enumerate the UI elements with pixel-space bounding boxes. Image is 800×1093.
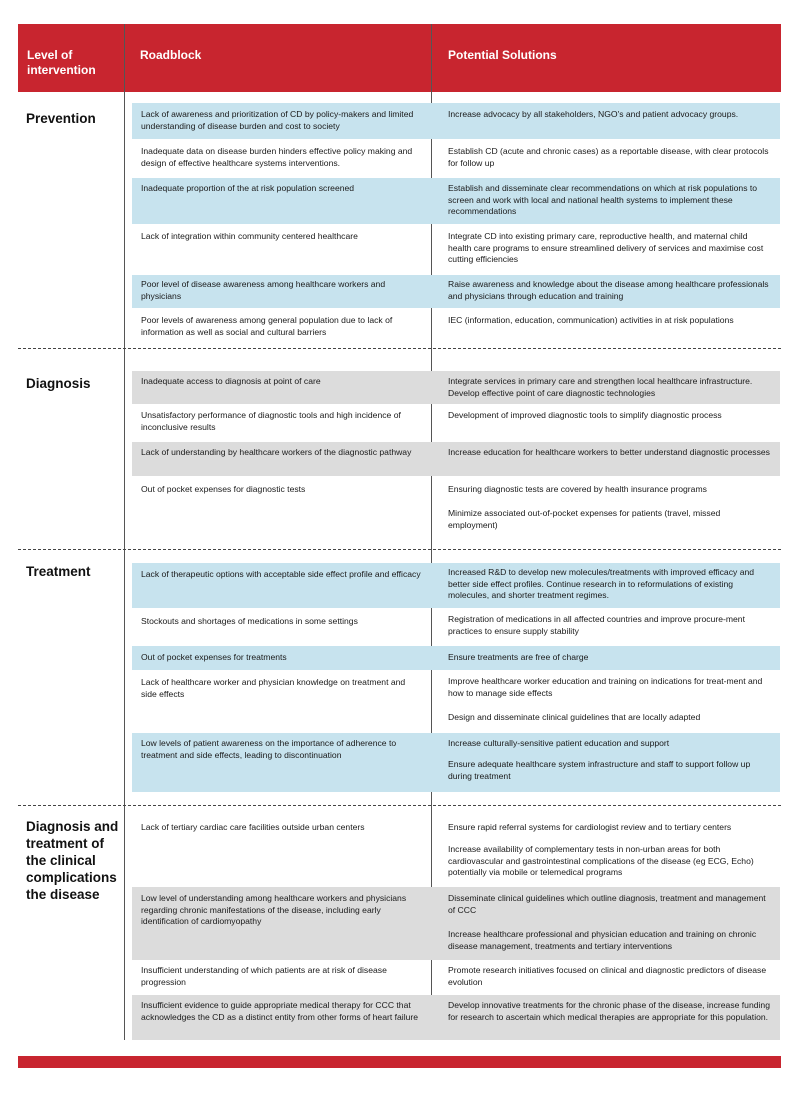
- table-row: [132, 670, 780, 733]
- table-row: [132, 308, 780, 344]
- solution-cell: Design and disseminate clinical guidelines that are locally adapted: [448, 712, 701, 722]
- solution-cell: Minimize associated out-of-pocket expenses for patients (travel, missed employment): [448, 508, 721, 530]
- table-row: [132, 476, 780, 538]
- solution-cell: Integrate services in primary care and strengthen local healthcare infrastructure. Develop effective point of care diagnostic technologies: [448, 376, 753, 398]
- section-title-prevention: Prevention: [26, 111, 96, 126]
- roadblock-cell: Lack of understanding by healthcare workers of the diagnostic pathway: [141, 447, 412, 457]
- roadblock-cell: Inadequate access to diagnosis at point of care: [141, 376, 321, 386]
- table-row: [132, 563, 780, 608]
- section-separator: [18, 348, 781, 349]
- header-roadblock: Roadblock: [140, 48, 202, 62]
- solution-cell: Establish CD (acute and chronic cases) as a reportable disease, with clear protocols for follow up: [448, 146, 769, 168]
- header-solutions: Potential Solutions: [448, 48, 557, 62]
- solution-cell: Ensure rapid referral systems for cardiologist review and to tertiary centers: [448, 822, 732, 832]
- solution-cell: Increase advocacy by all stakeholders, NGO's and patient advocacy groups.: [448, 109, 739, 119]
- solution-cell: Ensuring diagnostic tests are covered by health insurance programs: [448, 484, 707, 494]
- table-row: [132, 815, 780, 887]
- solution-cell: Registration of medications in all affected countries and improve procure-ment practices to ensure supply stability: [448, 614, 745, 636]
- solution-cell: Increase culturally-sensitive patient education and support: [448, 738, 670, 748]
- solution-cell: Raise awareness and knowledge about the disease among healthcare professionals and physicians through education and training: [448, 279, 769, 301]
- table-row: [132, 103, 780, 139]
- section-title-complications: Diagnosis and treatment of the clinical complications the disease: [26, 819, 119, 902]
- roadblock-cell: Lack of integration within community centered healthcare: [141, 231, 358, 241]
- solution-cell: Ensure treatments are free of charge: [448, 652, 589, 662]
- roadblock-cell: Inadequate proportion of the at risk population screened: [141, 183, 355, 193]
- table-row: [132, 371, 780, 404]
- solution-cell: Ensure adequate healthcare system infrastructure and staff to support follow up during treatment: [448, 759, 751, 781]
- section-separator: [18, 549, 781, 550]
- roadblock-cell: Inadequate data on disease burden hinders effective policy making and design of effective healthcare systems interventions.: [141, 146, 413, 168]
- table-row: [132, 178, 780, 224]
- section-title-treatment: Treatment: [26, 564, 91, 579]
- roadblock-cell: Insufficient understanding of which patients are at risk of disease progression: [141, 965, 387, 987]
- roadblock-cell: Low levels of patient awareness on the importance of adherence to treatment and side effects, leading to discontinuation: [141, 738, 397, 760]
- table-row: [132, 960, 780, 995]
- footer-bar: [18, 1056, 781, 1068]
- section-title-diagnosis: Diagnosis: [26, 376, 91, 391]
- table-row: [132, 608, 780, 646]
- roadblock-cell: Lack of therapeutic options with acceptable side effect profile and efficacy: [141, 569, 421, 579]
- table-row: [132, 995, 780, 1040]
- column-divider-left: [124, 24, 125, 1040]
- solution-cell: Increase availability of complementary tests in non-urban areas for both cardiovascular and gastrointestinal complications of the disease (eg ECG, Echo) potentially via mobile or telemedical programs: [448, 844, 754, 877]
- solution-cell: Increase education for healthcare workers to better understand diagnostic processes: [448, 447, 770, 457]
- roadblock-cell: Out of pocket expenses for diagnostic tests: [141, 484, 306, 494]
- header-level: Level of intervention: [27, 48, 96, 77]
- solution-cell: Promote research initiatives focused on clinical and diagnostic predictors of disease evolution: [448, 965, 767, 987]
- table-row: [132, 646, 780, 670]
- roadblock-cell: Lack of awareness and prioritization of CD by policy-makers and limited understanding of disease burden and cost to society: [141, 109, 414, 131]
- table-row: [132, 442, 780, 476]
- roadblock-cell: Lack of healthcare worker and physician knowledge on treatment and side effects: [141, 677, 406, 699]
- table-row: [132, 404, 780, 442]
- roadblock-cell: Insufficient evidence to guide appropriate medical therapy for CCC that acknowledges the CD as a distinct entity from other forms of heart failure: [141, 1000, 419, 1022]
- table-row: [132, 224, 780, 275]
- roadblock-cell: Poor levels of awareness among general population due to lack of information as well as social and cultural barriers: [141, 315, 393, 337]
- table-row: [132, 275, 780, 308]
- solution-cell: Improve healthcare worker education and training on indications for treat-ment and how to manage side effects: [448, 676, 763, 698]
- solution-cell: Increase healthcare professional and physician education and training on chronic disease management, treatments and tertiary interventions: [448, 929, 757, 951]
- solution-cell: Disseminate clinical guidelines which outline diagnosis, treatment and management of CCC: [448, 893, 766, 915]
- solution-cell: IEC (information, education, communication) activities in at risk populations: [448, 315, 734, 325]
- section-separator: [18, 805, 781, 806]
- roadblock-cell: Lack of tertiary cardiac care facilities outside urban centers: [141, 822, 365, 832]
- roadblock-cell: Poor level of disease awareness among healthcare workers and physicians: [141, 279, 386, 301]
- roadblock-cell: Out of pocket expenses for treatments: [141, 652, 287, 662]
- solution-cell: Develop innovative treatments for the chronic phase of the disease, increase funding for research to ascertain which medical therapies are appropriate for this population.: [448, 1000, 770, 1022]
- table-row: [132, 887, 780, 960]
- roadblock-cell: Low level of understanding among healthcare workers and physicians regarding chronic manifestations of the disease, including early identification of cardiomyopathy: [141, 893, 407, 926]
- table-row: [132, 733, 780, 792]
- table-header: [18, 24, 781, 92]
- table-row: [132, 139, 780, 178]
- solution-cell: Increased R&D to develop new molecules/treatments with improved efficacy and better side effect profiles. Continue research in to reformulations of existing molecules, and shorter treatment regimes.: [448, 567, 755, 600]
- solution-cell: Integrate CD into existing primary care, reproductive health, and maternal child health care programs to ensure streamlined delivery of services and maximise cost cutting efficiencies: [448, 231, 764, 264]
- roadblock-cell: Stockouts and shortages of medications in some settings: [141, 616, 358, 626]
- solution-cell: Development of improved diagnostic tools to simplify diagnostic process: [448, 410, 722, 420]
- solution-cell: Establish and disseminate clear recommendations on which at risk populations to screen and work with local and national health systems to implement these recommendations: [448, 183, 758, 216]
- roadblock-cell: Unsatisfactory performance of diagnostic tools and high incidence of inconclusive results: [141, 410, 401, 432]
